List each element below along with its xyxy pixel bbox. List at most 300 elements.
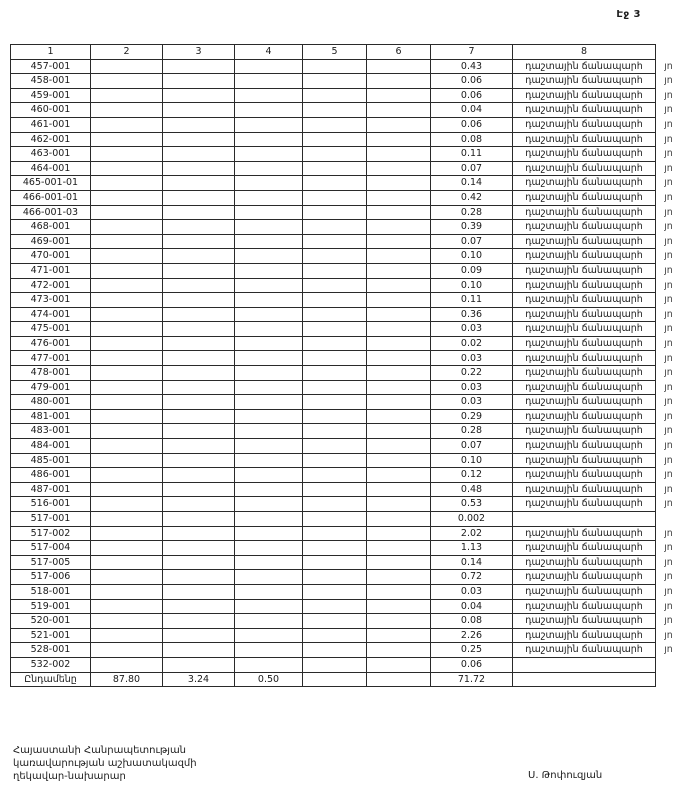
footer-line-3: ղեկավար-նախարար bbox=[13, 771, 126, 782]
area-value-cell: 2.02 bbox=[431, 526, 513, 541]
empty-cell-col3 bbox=[163, 322, 235, 337]
margin-mark: յո bbox=[664, 119, 673, 131]
empty-cell-col4 bbox=[235, 249, 303, 264]
empty-cell-col5 bbox=[303, 497, 367, 512]
empty-cell-col2 bbox=[91, 351, 163, 366]
empty-cell-col6 bbox=[367, 88, 431, 103]
margin-mark: յո bbox=[664, 381, 673, 393]
table-row bbox=[11, 526, 682, 541]
area-value-cell: 0.07 bbox=[431, 439, 513, 454]
land-type-cell: դաշտային ճանապարհ bbox=[513, 497, 656, 512]
margin-mark: յո bbox=[664, 440, 673, 452]
area-value-cell: 0.43 bbox=[431, 59, 513, 74]
area-value-cell: 0.36 bbox=[431, 307, 513, 322]
area-value-cell: 0.06 bbox=[431, 117, 513, 132]
empty-cell-col5 bbox=[303, 395, 367, 410]
parcel-code-cell: 528-001 bbox=[11, 643, 91, 658]
empty-cell-col2 bbox=[91, 74, 163, 89]
empty-cell-col5 bbox=[303, 103, 367, 118]
parcel-code-cell: 472-001 bbox=[11, 278, 91, 293]
table-row bbox=[11, 88, 682, 103]
empty-cell-col2 bbox=[91, 336, 163, 351]
column-header-3: 3 bbox=[163, 45, 235, 60]
empty-cell-col3 bbox=[163, 628, 235, 643]
total-row bbox=[11, 672, 682, 687]
empty-cell-col6 bbox=[367, 351, 431, 366]
land-type-cell: դաշտային ճանապարհ bbox=[513, 322, 656, 337]
margin-mark: յո bbox=[664, 571, 673, 583]
area-value-cell: 0.28 bbox=[431, 424, 513, 439]
empty-cell-col5 bbox=[303, 512, 367, 527]
area-value-cell: 0.29 bbox=[431, 409, 513, 424]
area-value-cell: 0.08 bbox=[431, 132, 513, 147]
area-value-cell: 0.06 bbox=[431, 657, 513, 672]
empty-cell-col4 bbox=[235, 176, 303, 191]
empty-cell-col3 bbox=[163, 643, 235, 658]
table-row bbox=[11, 176, 682, 191]
empty-cell-col3 bbox=[163, 249, 235, 264]
empty-cell-col5 bbox=[303, 234, 367, 249]
empty-cell-col3 bbox=[163, 395, 235, 410]
parcel-code-cell: 520-001 bbox=[11, 614, 91, 629]
land-type-cell: դաշտային ճանապարհ bbox=[513, 205, 656, 220]
parcel-code-cell: 532-002 bbox=[11, 657, 91, 672]
empty-cell-col5 bbox=[303, 570, 367, 585]
empty-cell-col3 bbox=[163, 74, 235, 89]
empty-cell-col3 bbox=[163, 117, 235, 132]
empty-cell-col5 bbox=[303, 307, 367, 322]
land-type-cell: դաշտային ճանապարհ bbox=[513, 453, 656, 468]
empty-cell-col5 bbox=[303, 249, 367, 264]
empty-cell-col2 bbox=[91, 628, 163, 643]
parcel-code-cell: 464-001 bbox=[11, 161, 91, 176]
parcel-code-cell: 465-001-01 bbox=[11, 176, 91, 191]
empty-cell-col6 bbox=[367, 395, 431, 410]
margin-mark: յո bbox=[664, 133, 673, 145]
parcel-code-cell: 478-001 bbox=[11, 366, 91, 381]
table-row bbox=[11, 409, 682, 424]
empty-cell-col5 bbox=[303, 555, 367, 570]
table-header-row bbox=[11, 45, 682, 60]
empty-cell-col3 bbox=[163, 88, 235, 103]
column-header-6: 6 bbox=[367, 45, 431, 60]
empty-cell-col4 bbox=[235, 147, 303, 162]
empty-cell-col3 bbox=[163, 482, 235, 497]
empty-cell-col2 bbox=[91, 424, 163, 439]
empty-cell-col3 bbox=[163, 512, 235, 527]
land-type-cell: դաշտային ճանապարհ bbox=[513, 409, 656, 424]
land-type-cell: դաշտային ճանապարհ bbox=[513, 439, 656, 454]
empty-cell-col4 bbox=[235, 74, 303, 89]
area-value-cell: 0.03 bbox=[431, 395, 513, 410]
empty-cell-col4 bbox=[235, 468, 303, 483]
empty-cell-col6 bbox=[367, 263, 431, 278]
empty-cell-col2 bbox=[91, 117, 163, 132]
empty-cell-col6 bbox=[367, 599, 431, 614]
land-type-cell: դաշտային ճանապարհ bbox=[513, 584, 656, 599]
margin-mark bbox=[656, 657, 682, 672]
area-value-cell: 0.002 bbox=[431, 512, 513, 527]
empty-cell-col2 bbox=[91, 395, 163, 410]
empty-cell-col5 bbox=[303, 366, 367, 381]
empty-cell-col2 bbox=[91, 322, 163, 337]
empty-cell-col3 bbox=[163, 526, 235, 541]
margin-mark: յո bbox=[664, 191, 673, 203]
table-row bbox=[11, 205, 682, 220]
margin-mark: յո bbox=[664, 483, 673, 495]
empty-cell-col2 bbox=[91, 409, 163, 424]
area-value-cell: 0.06 bbox=[431, 74, 513, 89]
margin-mark: յո bbox=[664, 264, 673, 276]
margin-mark bbox=[656, 512, 682, 527]
empty-cell-col4 bbox=[235, 599, 303, 614]
parcel-code-cell: 470-001 bbox=[11, 249, 91, 264]
empty-cell-col6 bbox=[367, 205, 431, 220]
empty-cell-col4 bbox=[235, 59, 303, 74]
empty-cell-col6 bbox=[367, 161, 431, 176]
empty-cell-col3 bbox=[163, 409, 235, 424]
table-row bbox=[11, 643, 682, 658]
area-value-cell: 0.03 bbox=[431, 380, 513, 395]
margin-mark: յո bbox=[664, 104, 673, 116]
empty-cell-col6 bbox=[367, 74, 431, 89]
empty-cell-col5 bbox=[303, 424, 367, 439]
table-row bbox=[11, 599, 682, 614]
empty-cell-col2 bbox=[91, 614, 163, 629]
empty-cell-col2 bbox=[91, 541, 163, 556]
table-row bbox=[11, 74, 682, 89]
total-value-cell-col3: 3.24 bbox=[163, 672, 235, 687]
parcel-code-cell: 460-001 bbox=[11, 103, 91, 118]
margin-mark: յո bbox=[664, 279, 673, 291]
empty-cell-col3 bbox=[163, 278, 235, 293]
parcel-code-cell: 473-001 bbox=[11, 293, 91, 308]
table-row bbox=[11, 147, 682, 162]
empty-cell-col2 bbox=[91, 59, 163, 74]
total-value-cell-col8 bbox=[513, 672, 656, 687]
total-value-cell-col5 bbox=[303, 672, 367, 687]
area-value-cell: 0.04 bbox=[431, 599, 513, 614]
empty-cell-col4 bbox=[235, 482, 303, 497]
empty-cell-col4 bbox=[235, 351, 303, 366]
empty-cell-col5 bbox=[303, 88, 367, 103]
land-parcel-table bbox=[10, 44, 682, 687]
land-type-cell: դաշտային ճանապարհ bbox=[513, 263, 656, 278]
margin-mark: յո bbox=[664, 75, 673, 87]
empty-cell-col4 bbox=[235, 263, 303, 278]
empty-cell-col3 bbox=[163, 555, 235, 570]
margin-mark: յո bbox=[664, 644, 673, 656]
empty-cell-col2 bbox=[91, 366, 163, 381]
area-value-cell: 0.22 bbox=[431, 366, 513, 381]
empty-cell-col2 bbox=[91, 643, 163, 658]
table-row bbox=[11, 584, 682, 599]
empty-cell-col2 bbox=[91, 176, 163, 191]
empty-cell-col6 bbox=[367, 249, 431, 264]
empty-cell-col5 bbox=[303, 453, 367, 468]
table-row bbox=[11, 570, 682, 585]
empty-cell-col5 bbox=[303, 117, 367, 132]
empty-cell-col2 bbox=[91, 439, 163, 454]
empty-cell-col6 bbox=[367, 497, 431, 512]
empty-cell-col5 bbox=[303, 614, 367, 629]
land-type-cell: դաշտային ճանապարհ bbox=[513, 293, 656, 308]
empty-cell-col2 bbox=[91, 263, 163, 278]
land-type-cell: դաշտային ճանապարհ bbox=[513, 570, 656, 585]
table-row bbox=[11, 336, 682, 351]
land-type-cell: դաշտային ճանապարհ bbox=[513, 424, 656, 439]
empty-cell-col5 bbox=[303, 293, 367, 308]
area-value-cell: 0.08 bbox=[431, 614, 513, 629]
margin-mark: յո bbox=[664, 542, 673, 554]
table-row bbox=[11, 614, 682, 629]
empty-cell-col3 bbox=[163, 161, 235, 176]
area-value-cell: 0.07 bbox=[431, 234, 513, 249]
total-value-cell-col2: 87.80 bbox=[91, 672, 163, 687]
empty-cell-col5 bbox=[303, 657, 367, 672]
empty-cell-col3 bbox=[163, 103, 235, 118]
empty-cell-col4 bbox=[235, 395, 303, 410]
land-type-cell: դաշտային ճանապարհ bbox=[513, 599, 656, 614]
empty-cell-col6 bbox=[367, 234, 431, 249]
empty-cell-col5 bbox=[303, 541, 367, 556]
margin-mark: յո bbox=[664, 600, 673, 612]
empty-cell-col3 bbox=[163, 176, 235, 191]
empty-cell-col6 bbox=[367, 322, 431, 337]
land-type-cell: դաշտային ճանապարհ bbox=[513, 278, 656, 293]
margin-mark: յո bbox=[664, 235, 673, 247]
margin-mark: յո bbox=[664, 89, 673, 101]
empty-cell-col3 bbox=[163, 336, 235, 351]
empty-cell-col4 bbox=[235, 526, 303, 541]
empty-cell-col4 bbox=[235, 322, 303, 337]
empty-cell-col3 bbox=[163, 453, 235, 468]
empty-cell-col6 bbox=[367, 103, 431, 118]
parcel-code-cell: 457-001 bbox=[11, 59, 91, 74]
empty-cell-col2 bbox=[91, 234, 163, 249]
empty-cell-col3 bbox=[163, 190, 235, 205]
land-type-cell: դաշտային ճանապարհ bbox=[513, 190, 656, 205]
table-row bbox=[11, 657, 682, 672]
margin-mark: յո bbox=[664, 162, 673, 174]
empty-cell-col6 bbox=[367, 541, 431, 556]
parcel-code-cell: 461-001 bbox=[11, 117, 91, 132]
margin-mark: յո bbox=[664, 294, 673, 306]
table-row bbox=[11, 161, 682, 176]
table-row bbox=[11, 322, 682, 337]
area-value-cell: 0.02 bbox=[431, 336, 513, 351]
margin-mark: յո bbox=[664, 615, 673, 627]
land-type-cell: դաշտային ճանապարհ bbox=[513, 351, 656, 366]
margin-mark: յո bbox=[664, 527, 673, 539]
area-value-cell: 0.25 bbox=[431, 643, 513, 658]
margin-mark: յո bbox=[664, 177, 673, 189]
empty-cell-col4 bbox=[235, 541, 303, 556]
land-type-cell: դաշտային ճանապարհ bbox=[513, 336, 656, 351]
parcel-code-cell: 480-001 bbox=[11, 395, 91, 410]
total-margin-cell bbox=[656, 672, 682, 687]
margin-mark: յո bbox=[664, 396, 673, 408]
parcel-code-cell: 466-001-01 bbox=[11, 190, 91, 205]
empty-cell-col4 bbox=[235, 497, 303, 512]
parcel-code-cell: 468-001 bbox=[11, 220, 91, 235]
empty-cell-col4 bbox=[235, 584, 303, 599]
area-value-cell: 0.11 bbox=[431, 293, 513, 308]
table-row bbox=[11, 628, 682, 643]
parcel-code-cell: 517-002 bbox=[11, 526, 91, 541]
table-row bbox=[11, 424, 682, 439]
area-value-cell: 0.14 bbox=[431, 555, 513, 570]
parcel-code-cell: 471-001 bbox=[11, 263, 91, 278]
area-value-cell: 0.03 bbox=[431, 351, 513, 366]
empty-cell-col4 bbox=[235, 307, 303, 322]
empty-cell-col4 bbox=[235, 614, 303, 629]
empty-cell-col4 bbox=[235, 293, 303, 308]
land-type-cell: դաշտային ճանապարհ bbox=[513, 161, 656, 176]
land-type-cell: դաշտային ճանապարհ bbox=[513, 614, 656, 629]
empty-cell-col3 bbox=[163, 599, 235, 614]
margin-mark: յո bbox=[664, 410, 673, 422]
table-row bbox=[11, 117, 682, 132]
margin-mark: յո bbox=[664, 498, 673, 510]
empty-cell-col5 bbox=[303, 322, 367, 337]
empty-cell-col2 bbox=[91, 220, 163, 235]
parcel-code-cell: 517-006 bbox=[11, 570, 91, 585]
empty-cell-col6 bbox=[367, 176, 431, 191]
column-header-7: 7 bbox=[431, 45, 513, 60]
land-type-cell: դաշտային ճանապարհ bbox=[513, 74, 656, 89]
land-type-cell: դաշտային ճանապարհ bbox=[513, 147, 656, 162]
parcel-code-cell: 475-001 bbox=[11, 322, 91, 337]
parcel-code-cell: 517-001 bbox=[11, 512, 91, 527]
empty-cell-col3 bbox=[163, 614, 235, 629]
parcel-code-cell: 485-001 bbox=[11, 453, 91, 468]
empty-cell-col3 bbox=[163, 147, 235, 162]
empty-cell-col5 bbox=[303, 74, 367, 89]
empty-cell-col4 bbox=[235, 103, 303, 118]
empty-cell-col6 bbox=[367, 657, 431, 672]
area-value-cell: 0.11 bbox=[431, 147, 513, 162]
table-row bbox=[11, 278, 682, 293]
empty-cell-col3 bbox=[163, 132, 235, 147]
table-row bbox=[11, 395, 682, 410]
margin-mark: յո bbox=[664, 425, 673, 437]
total-value-cell-col7: 71.72 bbox=[431, 672, 513, 687]
footer-line-2: կառավարության աշխատակազմի bbox=[13, 758, 197, 769]
table-row bbox=[11, 132, 682, 147]
empty-cell-col5 bbox=[303, 482, 367, 497]
empty-cell-col3 bbox=[163, 584, 235, 599]
empty-cell-col3 bbox=[163, 657, 235, 672]
area-value-cell: 0.04 bbox=[431, 103, 513, 118]
table-row bbox=[11, 453, 682, 468]
land-type-cell: դաշտային ճանապարհ bbox=[513, 220, 656, 235]
empty-cell-col6 bbox=[367, 643, 431, 658]
parcel-code-cell: 487-001 bbox=[11, 482, 91, 497]
empty-cell-col6 bbox=[367, 132, 431, 147]
empty-cell-col6 bbox=[367, 424, 431, 439]
empty-cell-col6 bbox=[367, 584, 431, 599]
empty-cell-col6 bbox=[367, 453, 431, 468]
empty-cell-col4 bbox=[235, 555, 303, 570]
land-type-cell: դաշտային ճանապարհ bbox=[513, 249, 656, 264]
empty-cell-col2 bbox=[91, 599, 163, 614]
area-value-cell: 0.10 bbox=[431, 278, 513, 293]
empty-cell-col6 bbox=[367, 117, 431, 132]
empty-cell-col2 bbox=[91, 161, 163, 176]
area-value-cell: 0.28 bbox=[431, 205, 513, 220]
land-type-cell: դաշտային ճանապարհ bbox=[513, 628, 656, 643]
footer-block bbox=[13, 744, 197, 783]
parcel-code-cell: 518-001 bbox=[11, 584, 91, 599]
empty-cell-col5 bbox=[303, 278, 367, 293]
empty-cell-col6 bbox=[367, 59, 431, 74]
table-row bbox=[11, 512, 682, 527]
parcel-code-cell: 484-001 bbox=[11, 439, 91, 454]
land-type-cell: դաշտային ճանապարհ bbox=[513, 541, 656, 556]
margin-mark: յո bbox=[664, 586, 673, 598]
table-row bbox=[11, 263, 682, 278]
empty-cell-col4 bbox=[235, 409, 303, 424]
empty-cell-col5 bbox=[303, 161, 367, 176]
empty-cell-col3 bbox=[163, 351, 235, 366]
empty-cell-col6 bbox=[367, 628, 431, 643]
area-value-cell: 0.10 bbox=[431, 453, 513, 468]
empty-cell-col2 bbox=[91, 512, 163, 527]
empty-cell-col2 bbox=[91, 249, 163, 264]
empty-cell-col6 bbox=[367, 555, 431, 570]
empty-cell-col2 bbox=[91, 657, 163, 672]
empty-cell-col6 bbox=[367, 366, 431, 381]
signature: Ս. Թոփուզյան bbox=[528, 770, 603, 781]
parcel-code-cell: 519-001 bbox=[11, 599, 91, 614]
empty-cell-col6 bbox=[367, 147, 431, 162]
empty-cell-col2 bbox=[91, 555, 163, 570]
margin-mark: յո bbox=[664, 308, 673, 320]
empty-cell-col2 bbox=[91, 132, 163, 147]
empty-cell-col5 bbox=[303, 599, 367, 614]
parcel-code-cell: 521-001 bbox=[11, 628, 91, 643]
empty-cell-col4 bbox=[235, 132, 303, 147]
empty-cell-col3 bbox=[163, 380, 235, 395]
parcel-code-cell: 486-001 bbox=[11, 468, 91, 483]
area-value-cell: 2.26 bbox=[431, 628, 513, 643]
empty-cell-col3 bbox=[163, 570, 235, 585]
empty-cell-col6 bbox=[367, 409, 431, 424]
empty-cell-col2 bbox=[91, 88, 163, 103]
empty-cell-col6 bbox=[367, 307, 431, 322]
table-row bbox=[11, 103, 682, 118]
land-type-cell: դաշտային ճանապարհ bbox=[513, 643, 656, 658]
parcel-code-cell: 474-001 bbox=[11, 307, 91, 322]
empty-cell-col4 bbox=[235, 453, 303, 468]
empty-cell-col3 bbox=[163, 439, 235, 454]
table-row bbox=[11, 468, 682, 483]
empty-cell-col6 bbox=[367, 512, 431, 527]
column-header-5: 5 bbox=[303, 45, 367, 60]
land-type-cell: դաշտային ճանապարհ bbox=[513, 468, 656, 483]
empty-cell-col5 bbox=[303, 628, 367, 643]
margin-mark: յո bbox=[664, 60, 673, 72]
table-row bbox=[11, 293, 682, 308]
empty-cell-col4 bbox=[235, 336, 303, 351]
empty-cell-col4 bbox=[235, 643, 303, 658]
table-row bbox=[11, 234, 682, 249]
empty-cell-col3 bbox=[163, 234, 235, 249]
empty-cell-col3 bbox=[163, 220, 235, 235]
land-type-cell: դաշտային ճանապարհ bbox=[513, 103, 656, 118]
margin-mark: յո bbox=[664, 250, 673, 262]
